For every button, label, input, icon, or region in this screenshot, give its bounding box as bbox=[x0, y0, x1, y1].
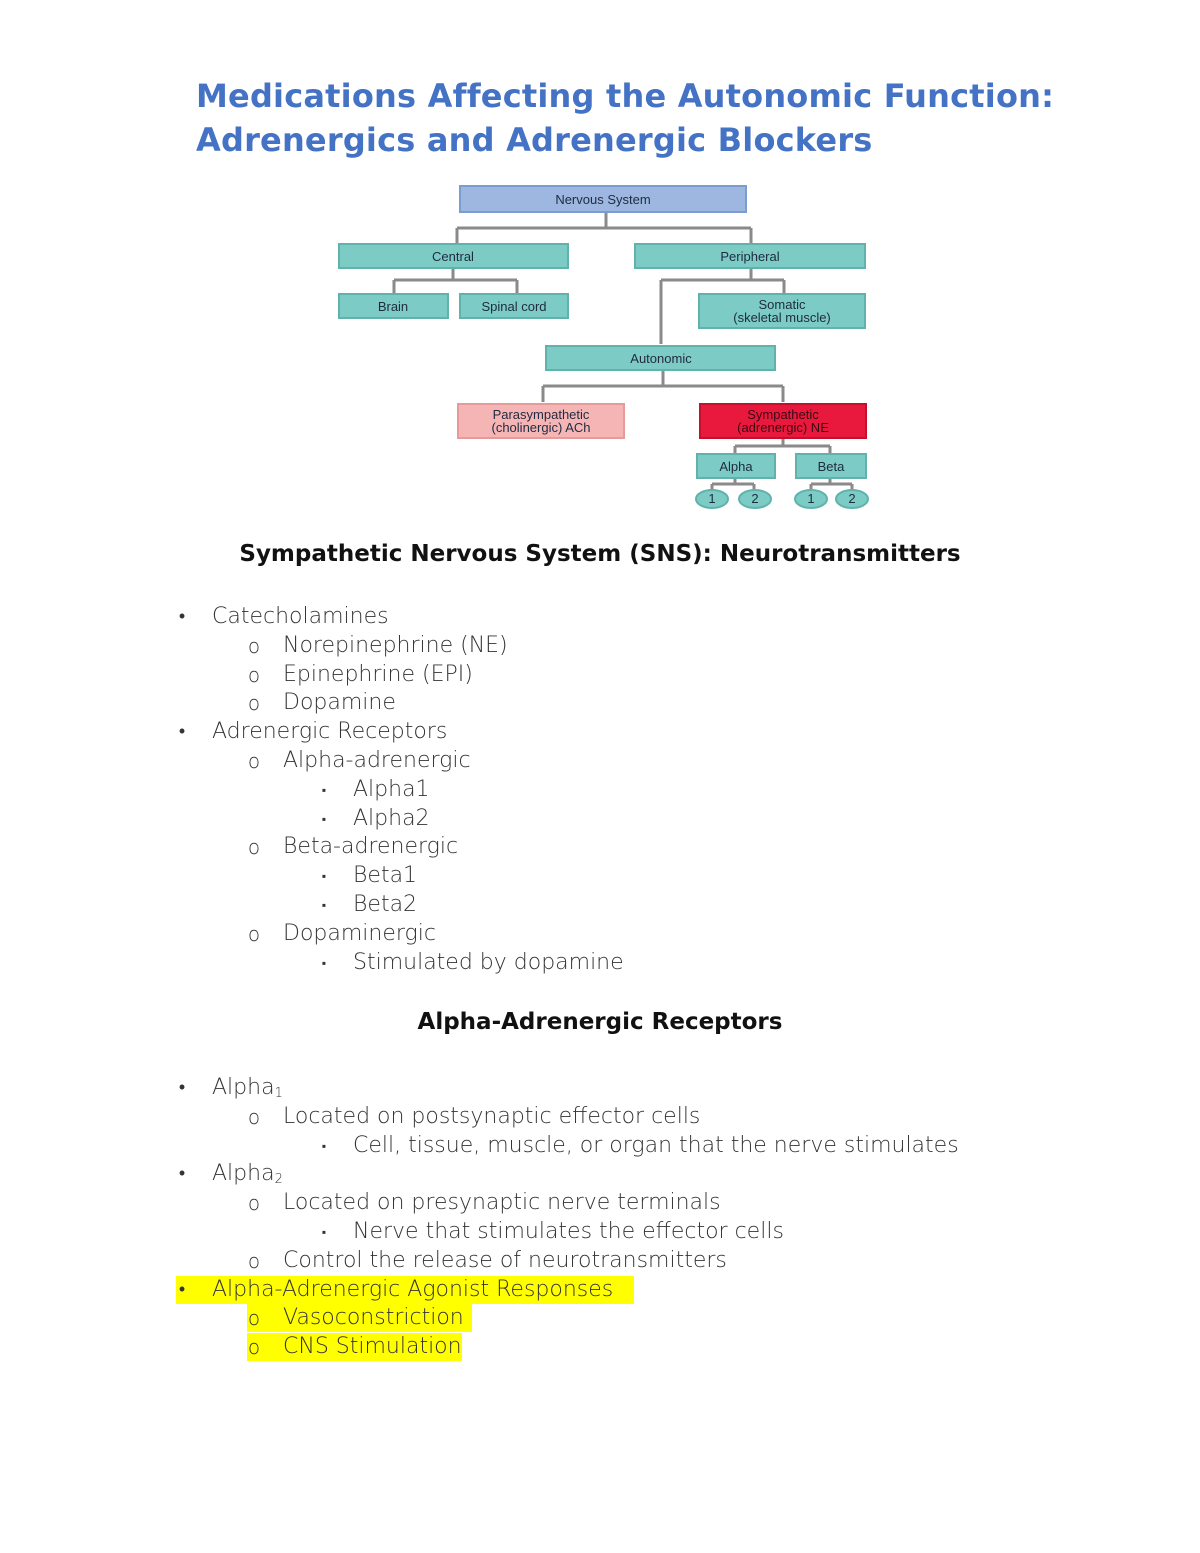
node-parasympathetic-label-2: (cholinergic) ACh bbox=[491, 420, 591, 435]
sns-neurotransmitter-list bbox=[0, 603, 1200, 977]
list-item: o Located on postsynaptic effector cells bbox=[0, 1103, 1200, 1132]
list-item: • Adrenergic Receptors bbox=[0, 718, 1200, 747]
bullet-marker: • bbox=[178, 606, 186, 627]
list-item: ▪ Cell, tissue, muscle, or organ that the nerve stimulates bbox=[0, 1132, 1200, 1161]
list-item: o Beta-adrenergic bbox=[0, 833, 1200, 862]
circle-marker: o bbox=[247, 1335, 261, 1360]
circle-marker: o bbox=[247, 835, 261, 860]
list-item: o Alpha-adrenergic bbox=[0, 747, 1200, 776]
title-line-1: Medications Affecting the Autonomic Function: bbox=[196, 77, 1055, 115]
square-marker: ▪ bbox=[321, 897, 327, 912]
square-marker: ▪ bbox=[321, 869, 327, 884]
title-line-2: Adrenergics and Adrenergic Blockers bbox=[196, 121, 873, 159]
node-beta-label: Beta bbox=[817, 459, 845, 474]
node-nervous-system-label: Nervous System bbox=[555, 192, 651, 207]
circle-marker: o bbox=[247, 691, 261, 716]
alpha2-label: Alpha bbox=[212, 1161, 275, 1187]
circle-marker: o bbox=[247, 1306, 261, 1331]
square-marker: ▪ bbox=[321, 782, 327, 797]
square-marker: ▪ bbox=[321, 811, 327, 826]
highlighted-list-item: • Alpha-Adrenergic Agonist Responses bbox=[0, 1276, 1200, 1305]
node-spinal-cord-label: Spinal cord bbox=[481, 299, 547, 314]
node-sympathetic-label-2: (adrenergic) NE bbox=[737, 420, 829, 435]
circle-marker: o bbox=[247, 1191, 261, 1216]
node-beta-1-label: 1 bbox=[807, 491, 815, 506]
node-somatic-label-1: Somatic bbox=[758, 297, 806, 312]
list-item: o Norepinephrine (NE) bbox=[0, 632, 1200, 661]
alpha2-subscript: 2 bbox=[274, 1172, 283, 1188]
square-marker: ▪ bbox=[321, 1224, 327, 1239]
square-marker: ▪ bbox=[321, 955, 327, 970]
node-parasympathetic-label-1: Parasympathetic bbox=[492, 407, 590, 422]
list-item: ▪ Beta2 bbox=[0, 891, 1200, 920]
list-item: ▪ Beta1 bbox=[0, 862, 1200, 891]
list-item: ▪ Alpha1 bbox=[0, 776, 1200, 805]
node-beta-2-label: 2 bbox=[848, 491, 856, 506]
circle-marker: o bbox=[247, 1248, 261, 1273]
alpha-receptor-list bbox=[0, 1074, 1200, 1362]
circle-marker: o bbox=[247, 921, 261, 946]
bullet-marker: • bbox=[178, 1278, 186, 1300]
bullet-marker: • bbox=[178, 1077, 186, 1098]
node-somatic-label-2: (skeletal muscle) bbox=[733, 310, 831, 325]
page-title bbox=[196, 74, 1096, 162]
node-peripheral-label: Peripheral bbox=[720, 249, 780, 264]
node-brain-label: Brain bbox=[377, 299, 409, 314]
list-item: ▪ Alpha2 bbox=[0, 805, 1200, 834]
node-sympathetic-label-1: Sympathetic bbox=[747, 407, 819, 422]
list-item: o Epinephrine (EPI) bbox=[0, 661, 1200, 690]
highlighted-list-item: o CNS Stimulation bbox=[0, 1333, 1200, 1362]
alpha1-subscript: 1 bbox=[274, 1086, 283, 1101]
list-item: • Catecholamines bbox=[0, 603, 1200, 632]
list-item: o Dopamine bbox=[0, 689, 1200, 718]
circle-marker: o bbox=[247, 1104, 261, 1129]
nervous-system-diagram bbox=[330, 178, 875, 516]
list-item bbox=[0, 1074, 1200, 1103]
circle-marker: o bbox=[247, 748, 261, 773]
list-item: ▪ Stimulated by dopamine bbox=[0, 949, 1200, 978]
list-item bbox=[0, 1160, 1200, 1189]
highlighted-list-item: o Vasoconstriction bbox=[0, 1304, 1200, 1333]
bullet-marker: • bbox=[178, 721, 186, 743]
list-item: o Located on presynaptic nerve terminals bbox=[0, 1189, 1200, 1218]
node-alpha-2-label: 2 bbox=[751, 491, 759, 506]
node-alpha-1-label: 1 bbox=[708, 491, 716, 506]
section-heading-sns: Sympathetic Nervous System (SNS): Neurotransmitters bbox=[239, 541, 961, 567]
square-marker: ▪ bbox=[321, 1138, 327, 1153]
circle-marker: o bbox=[247, 662, 261, 687]
list-item: o Dopaminergic bbox=[0, 920, 1200, 949]
list-item: o Control the release of neurotransmitters bbox=[0, 1247, 1200, 1276]
node-central-label: Central bbox=[432, 249, 474, 264]
list-item: ▪ Nerve that stimulates the effector cells bbox=[0, 1218, 1200, 1247]
node-alpha-label: Alpha bbox=[719, 459, 753, 474]
node-autonomic-label: Autonomic bbox=[630, 351, 692, 366]
section-heading-alpha-receptors: Alpha-Adrenergic Receptors bbox=[417, 1009, 783, 1035]
alpha1-label: Alpha bbox=[212, 1075, 275, 1100]
circle-marker: o bbox=[247, 633, 261, 658]
bullet-marker: • bbox=[178, 1163, 186, 1185]
